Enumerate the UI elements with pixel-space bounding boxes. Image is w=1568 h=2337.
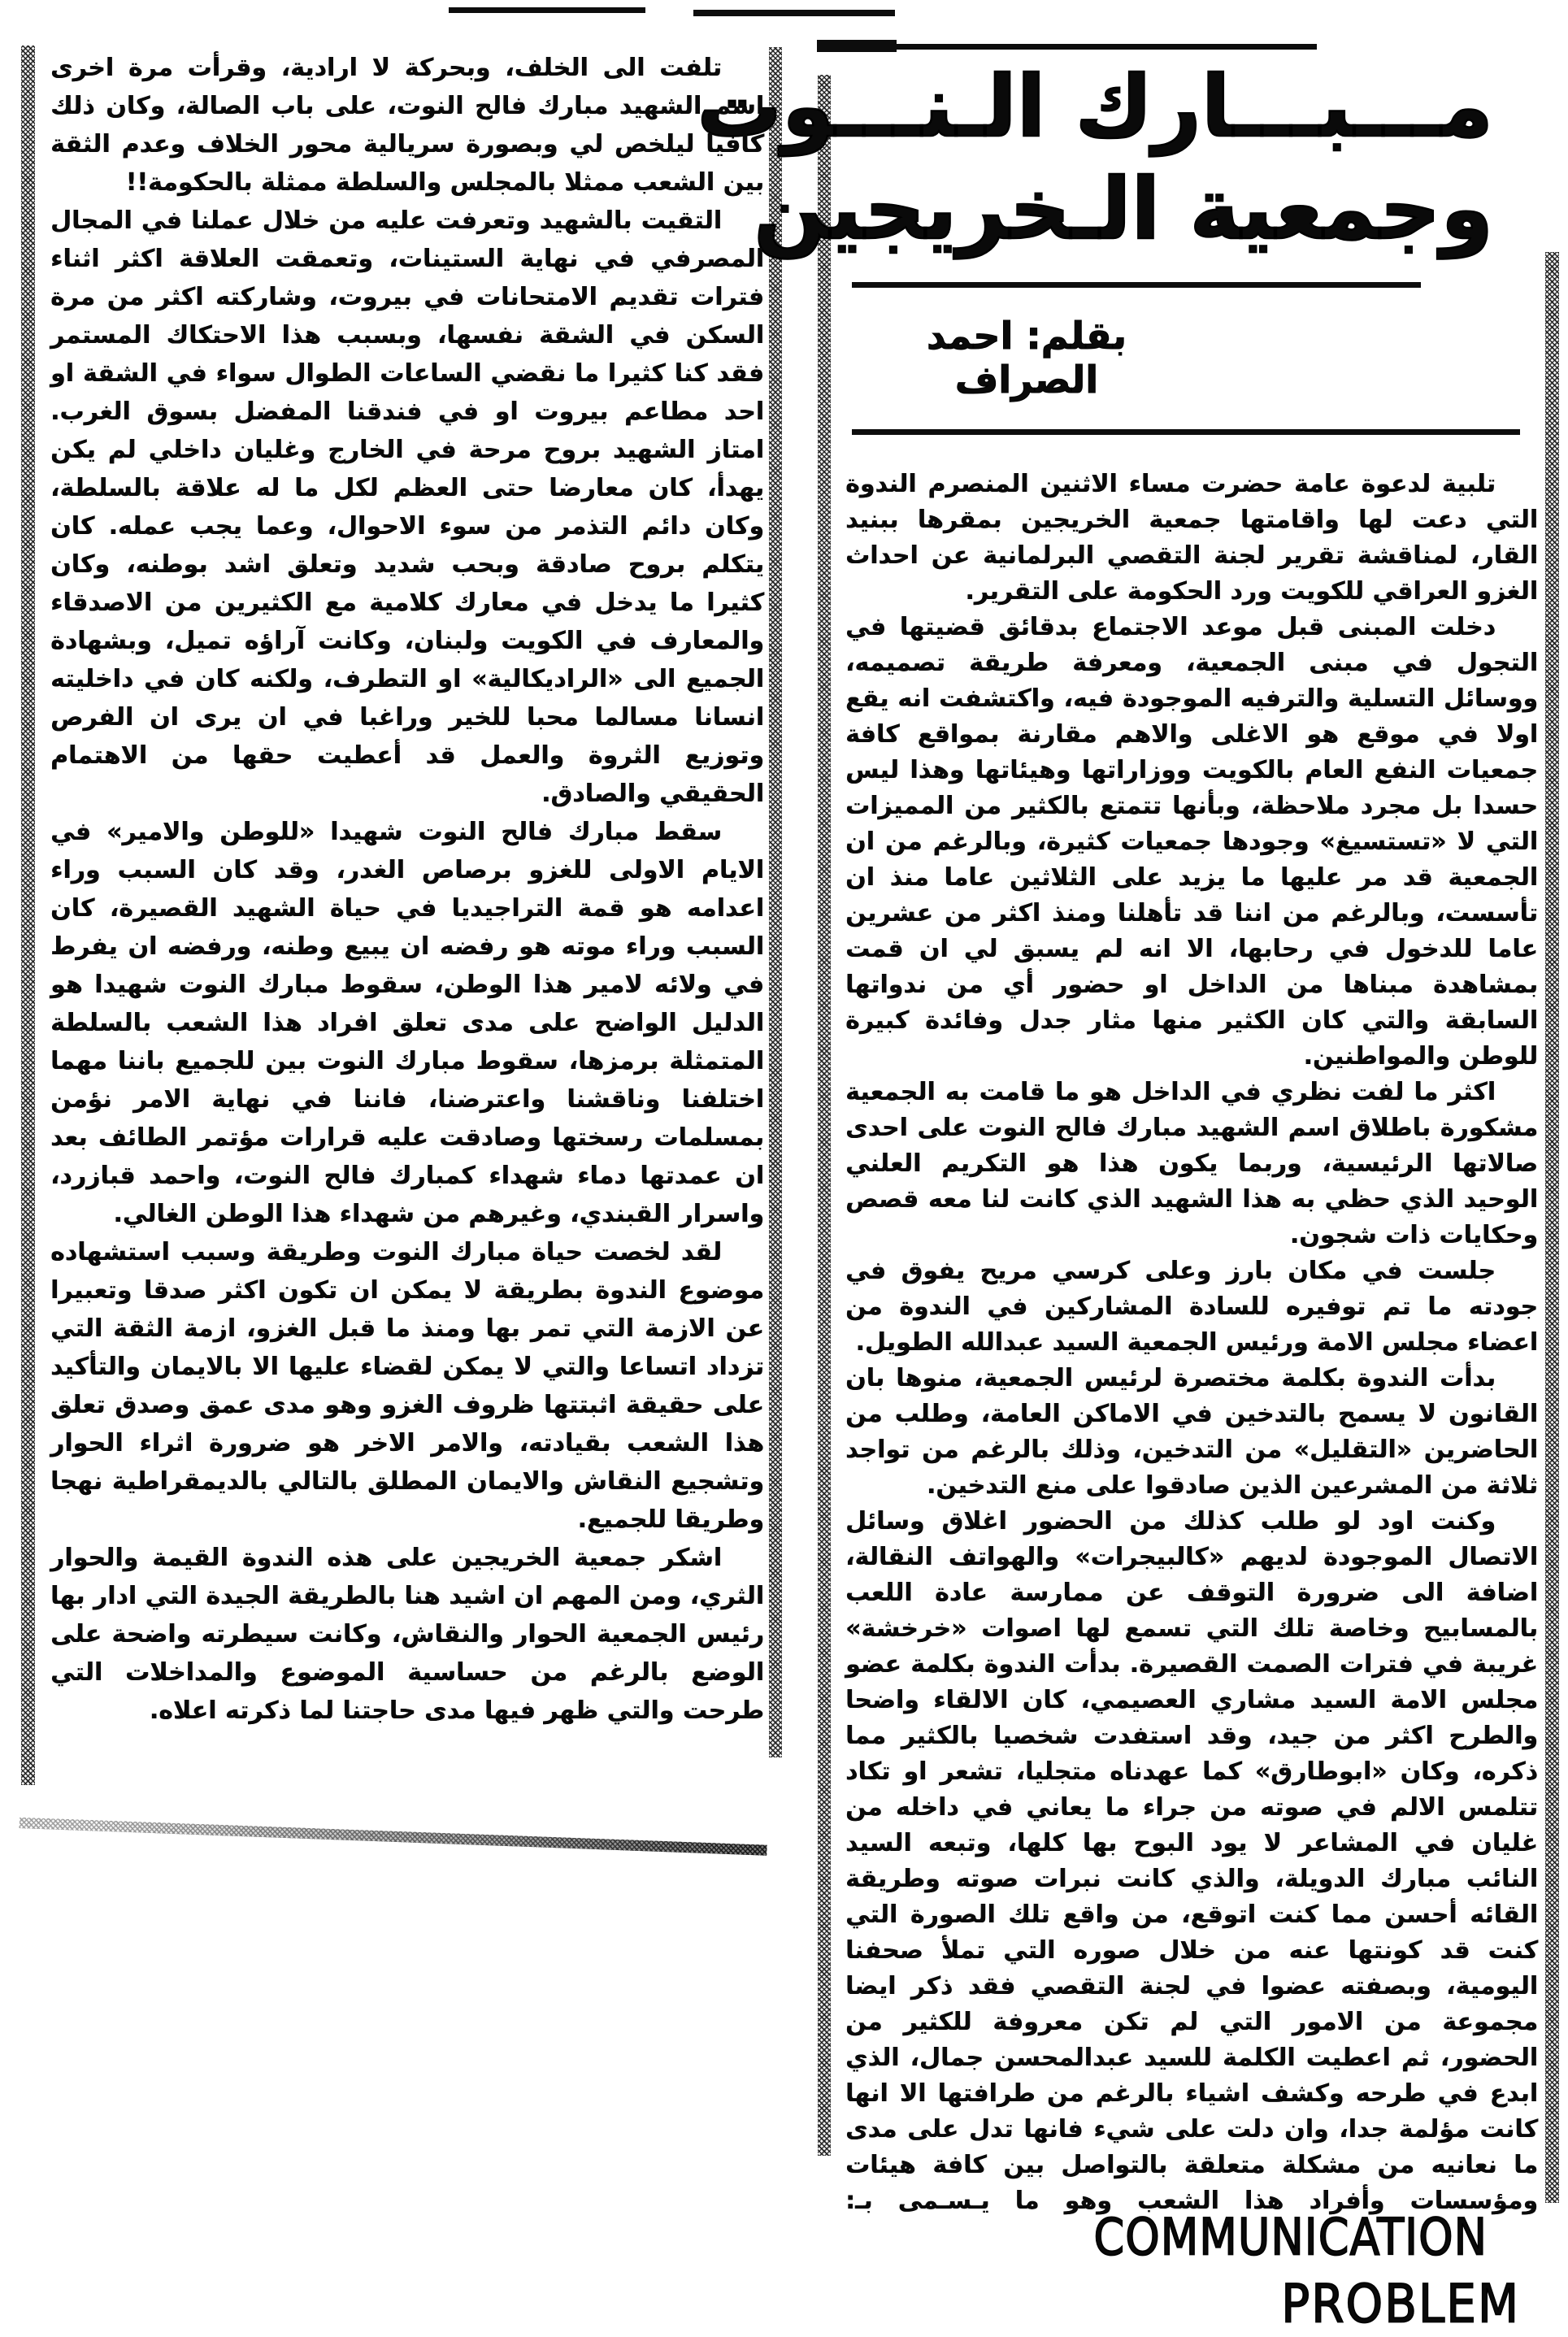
right-column-outer-separator-strip xyxy=(1545,252,1559,2203)
article-paragraph: تلفت الى الخلف، وبحركة لا ارادية، وقرأت مرة اخرى اسم الشهيد مبارك فالح النوت، على باب الصالة، وكان ذلك كافيا ليلخص لي وبصورة سريالية محور الخلاف وعدم الثقة بين الشعب ممثلا بالمجلس والسلطة ممثلة بالحكومة!! xyxy=(50,54,764,197)
article-paragraph: اكثر ما لفت نظري في الداخل هو ما قامت به الجمعية مشكورة باطلاق اسم الشهيد مبارك فالح النوت على احدى صالاتها الرئيسية، وربما يكون هذا هو التكريم العلني الوحيد الذي حظي به هذا الشهيد الذي كانت لنا معه قصص وحكايات ذات شجون. xyxy=(845,1078,1538,1249)
left-column-outer-separator-strip xyxy=(21,46,35,1785)
article-paragraph xyxy=(845,1504,1538,2267)
english-problem-word: PROBLEM xyxy=(1281,2273,1520,2335)
article-paragraph-text: وكنت اود لو طلب كذلك من الحضور اغلاق وسائل الاتصال الموجودة لديهم «كالبيجرات» والهواتف النقالة، اضافة الى ضرورة التوقف عن ممارسة عادة اللعب بالمسابيح وخاصة تلك التي تسمع لها اصوات «خرخشة» غريبة في فترات الصمت القصيرة. بدأت الندوة بكلمة عضو مجلس الامة السيد مشاري العصيمي، كان الالقاء واضحا والطرح اكثر من جيد، وقد استفدت شخصيا بالكثير مما ذكره، وكان «ابوطارق» كما عهدناه متجليا، تشعر او تكاد تتلمس الالم في صوته من جراء ما يعاني في داخله من غليان في المشاعر لا يود البوح بها كلها، وتبعه السيد النائب مبارك الدويلة، والذي كانت نبرات صوته وطريقة القائه أحسن مما كنت اتوقع، من واقع تلك الصورة التي كنت قد كونتها عنه من خلال صوره التي تملأ صحفنا اليومية، وبصفته عضوا في لجنة التقصي فقد ذكر ايضا مجموعة من الامور التي لم تكن معروفة للكثير من الحضور، ثم اعطيت الكلمة للسيد عبدالمحسن جمال، الذي ابدع في طرحه وكشف اشياء بالرغم من طرافتها الا انها كانت مؤلمة جدا، وان دلت على شيء فانها تدل على مدى ما نعانيه من مشكلة متعلقة بالتواصل بين كافة هيئات ومؤسسات وأفراد هذا الشعب وهو ما يـسـمى بـ: xyxy=(845,1507,1538,2215)
masthead-thick-bar xyxy=(817,40,897,52)
continuation-column xyxy=(50,49,764,1730)
scan-shadow-band xyxy=(20,1818,767,1856)
article-paragraph: دخلت المبنى قبل موعد الاجتماع بدقائق قضيتها في التجول في مبنى الجمعية، ومعرفة طريقة تصميمه، ووسائل التسلية والترفيه الموجودة فيه، واكتشفت انه يقع اولا في موقع هو الاغلى والاهم مقارنة بمواقع كافة جمعيات النفع العام بالكويت ووزاراتها وهيئاتها وهذا ليس حسدا بل مجرد ملاحظة، وبأنها تتمتع بالكثير من المميزات التي لا «تستسيغ» وجودها جمعيات كثيرة، وبالرغم من ان الجمعية قد مر عليها ما يزيد على الثلاثين عاما منذ ان تأسست، وبالرغم من اننا قد تأهلنا ومنذ اكثر من عشرين عاما للدخول في رحابها، الا انه لم يسبق لي ان قمت بمشاهدة مبناها من الداخل او حضور أي من ندواتها السابقة والتي كان الكثير منها مثار جدل وفائدة كبيرة للوطن والمواطنين. xyxy=(845,613,1538,1071)
top-rule-right-segment xyxy=(693,10,895,16)
byline-bottom-rule xyxy=(852,429,1520,435)
article-paragraph: جلست في مكان بارز وعلى كرسي مريح يفوق في جودته ما تم توفيره للسادة المشاركين في الندوة من اعضاء مجلس الامة ورئيس الجمعية السيد عبدالله الطويل. xyxy=(845,1257,1538,1357)
article-paragraph: لقد لخصت حياة مبارك النوت وطريقة وسبب استشهاده موضوع الندوة بطريقة لا يمكن ان تكون اكثر صدقا وتعبيرا عن الازمة التي تمر بها ومنذ ما قبل الغزو، ازمة الثقة التي تزداد اتساعا والتي لا يمكن لقضاء عليها الا بالايمان والتأكيد على حقيقة اثبتتها ظروف الغزو وهو مدى عمق وصدق تعلق هذا الشعب بقيادته، والامر الاخر هو ضرورة اثراء الحوار وتشجيع النقاش والايمان المطلق بالتالي بالديمقراطية نهجا وطريقا للجميع. xyxy=(50,1238,764,1534)
article-paragraph: تلبية لدعوة عامة حضرت مساء الاثنين المنصرم الندوة التي دعت لها واقامتها جمعية الخريجين بمقرها ببنيد القار، لمناقشة تقرير لجنة التقصي البرلمانية عن احداث الغزو العراقي للكويت ورد الحكومة على التقرير. xyxy=(845,470,1538,606)
article-paragraph: اشكر جمعية الخريجين على هذه الندوة القيمة والحوار الثري، ومن المهم ان اشيد هنا بالطريقة الجيدة التي ادار بها رئيس الجمعية الحوار والنقاش، وكانت سيطرته واضحة على الوضع بالرغم من حساسية الموضوع والمداخلات التي طرحت والتي ظهر فيها مدى حاجتنا لما ذكرته اعلاه. xyxy=(50,1544,764,1725)
article-headline xyxy=(697,55,1493,260)
headline-line-1: مـــبـــارك الـنـــوت xyxy=(697,57,1493,156)
article-paragraph: بدأت الندوة بكلمة مختصرة لرئيس الجمعية، منوها بان القانون لا يسمح بالتدخين في الاماكن العامة، وطلب من الحاضرين «التقليل» من التدخين، وذلك بالرغم من تواجد ثلاثة من المشرعين الذين صادقوا على منع التدخين. xyxy=(845,1364,1538,1500)
byline: بقلم: احمد الصراف xyxy=(927,314,1127,402)
lead-column xyxy=(845,467,1538,2335)
headline-line-2: وجمعية الـخريجين xyxy=(754,159,1493,258)
top-rule-left-segment xyxy=(449,7,645,13)
left-column-inner-separator-strip xyxy=(769,47,782,1757)
headline-bottom-rule xyxy=(852,282,1421,288)
right-column-inner-separator-strip xyxy=(818,75,831,2156)
article-paragraph: التقيت بالشهيد وتعرفت عليه من خلال عملنا في المجال المصرفي في نهاية الستينات، وتعمقت العلاقة اكثر اثناء فترات تقديم الامتحانات في بيروت، وشاركته اكثر من مرة السكن في الشقة نفسها، وبسبب هذا الاحتكاك المستمر فقد كنا كثيرا ما نقضي الساعات الطوال سواء في الشقة او احد مطاعم بيروت او في فندقنا المفضل بسوق الغرب. امتاز الشهيد بروح مرحة في الخارج وغليان داخلي لم يكن يهدأ، كان معارضا حتى العظم لكل ما له علاقة بالسلطة، وكان دائم التذمر من سوء الاحوال، وعما يجب عمله. كان يتكلم بروح صادقة وبحب شديد وتعلق اشد بوطنه، وكان كثيرا ما يدخل في معارك كلامية مع الكثيرين من الاصدقاء والمعارف في الكويت ولبنان، وكانت آراؤه تميل، وبشهادة الجميع الى «الراديكالية» او التطرف، ولكنه كان في داخليته انسانا مسالما محبا للخير وراغبا في ان يرى ان الفرص وتوزيع الثروة والعمل قد أعطيت حقها من الاهتمام الحقيقي والصادق. xyxy=(50,206,764,808)
article-paragraph: سقط مبارك فالح النوت شهيدا «للوطن والامير» في الايام الاولى للغزو برصاص الغدر، وقد كان السبب وراء اعدامه هو قمة التراجيديا في حياة الشهيد القصيرة، كان السبب وراء موته هو رفضه ان يبيع وطنه، ورفضه ان يفرط في ولائه لامير هذا الوطن، سقوط مبارك النوت شهيدا هو الدليل الواضح على مدى تعلق افراد هذا الشعب بالسلطة المتمثلة برمزها، سقوط مبارك النوت بين للجميع باننا مهما اختلفنا وناقشنا واعترضنا، فاننا في نهاية الامر نؤمن بمسلمات رسختها وصادقت عليه قرارات مؤتمر الطائف بعد ان عمدتها دماء شهداء كمبارك فالح النوت، واحمد قبازرد، واسرار القبندي، وغيرهم من شهداء هذا الوطن الغالي. xyxy=(50,818,764,1228)
masthead-thin-line xyxy=(897,44,1317,50)
english-communication-word: COMMUNICATION xyxy=(1093,2208,1488,2267)
